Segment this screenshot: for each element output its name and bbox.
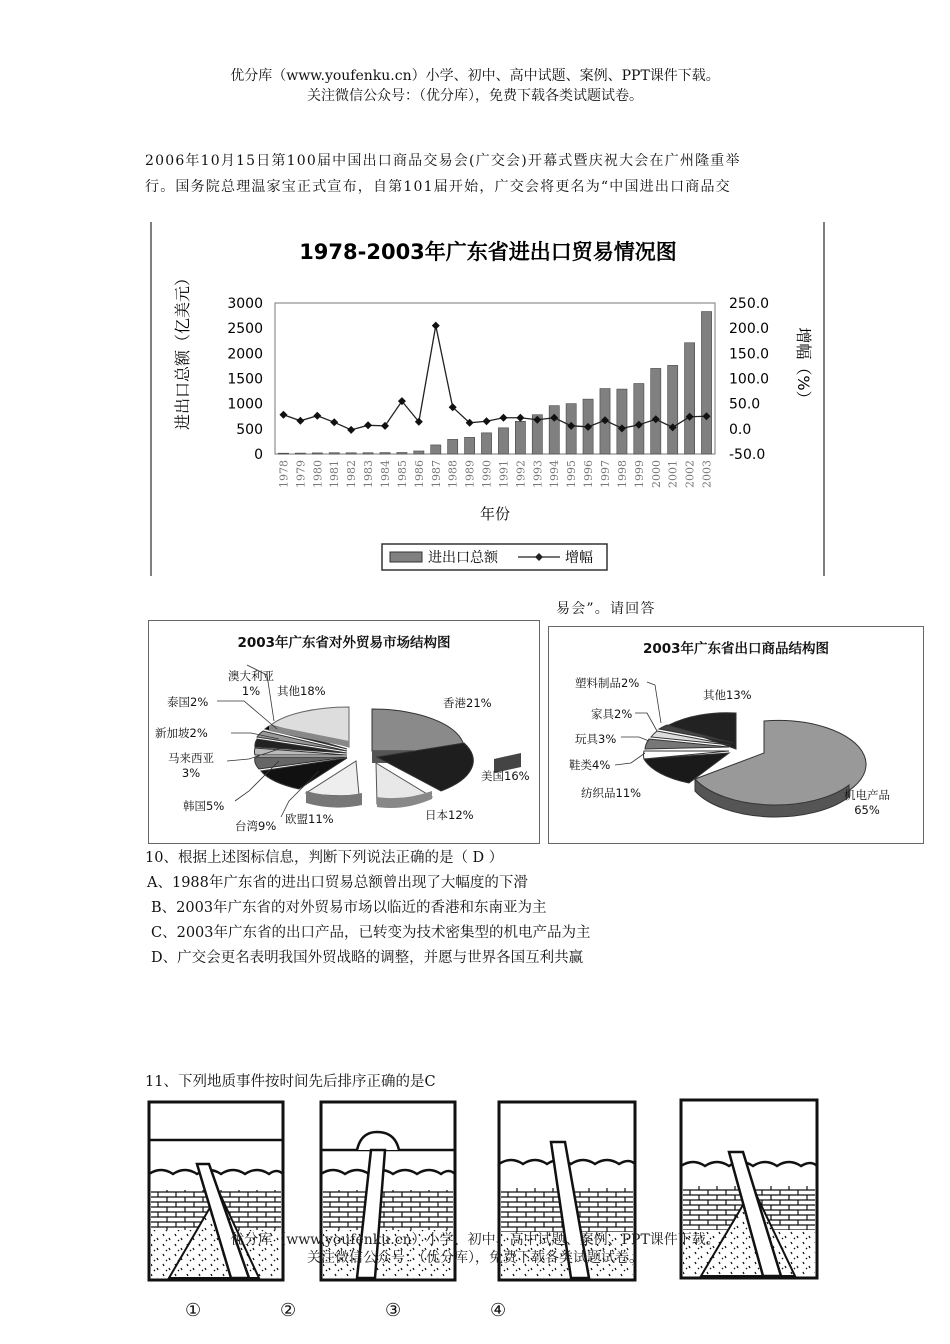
year-tick-label: 2003 [700,460,714,488]
bar [634,384,644,454]
bar [363,453,373,454]
growth-point [432,322,440,330]
right-tick-label: 250.0 [729,296,770,312]
left-tick-label: 2000 [227,346,263,363]
year-tick-label: 1994 [548,460,562,488]
q10-option-b: B、2003年广东省的对外贸易市场以临近的香港和东南亚为主 [151,900,547,916]
bar [668,365,678,454]
year-tick-label: 1986 [412,460,426,488]
year-tick-label: 1995 [565,460,579,488]
legend-line-label: 增幅 [565,550,593,566]
label-hongkong: 香港21% [443,696,492,710]
export-structure-chart [548,626,924,844]
right-tick-label: 100.0 [729,371,770,388]
growth-point [347,426,355,434]
left-tick-label: 500 [236,421,263,438]
year-tick-label: 2001 [666,460,680,488]
left-tick-label: 0 [254,447,263,463]
q10-option-a: A、1988年广东省的进出口贸易总额曾出现了大幅度的下滑 [147,875,528,891]
growth-point [483,417,491,425]
right-tick-label: -50.0 [729,447,766,463]
bar [329,453,339,454]
label-malaysia: 马来西亚3% [168,751,214,780]
bar [481,433,491,454]
q10-option-c: C、2003年广东省的出口产品，已转变为技术密集型的机电产品为主 [151,925,591,941]
header-line-1: 优分库（www.youfenku.cn）小学、初中、高中试题、案例、PPT课件下载。 [230,68,720,84]
year-tick-label: 1992 [514,460,528,488]
intro-line-1: 2006年10月15日第100届中国出口商品交易会(广交会)开幕式暨庆祝大会在广州隆重举 [145,153,741,169]
label-shoes: 鞋类4% [569,758,611,772]
trade-chart-title: 1978-2003年广东省进出口贸易情况图 [299,240,677,264]
label-singapore: 新加坡2% [155,726,208,740]
left-tick-label: 2500 [227,321,263,338]
year-tick-label: 1990 [480,460,494,488]
year-tick-label: 1999 [632,460,646,488]
bar [397,452,407,454]
growth-point [516,414,524,422]
growth-point [499,414,507,422]
market-pie [254,707,521,808]
year-tick-label: 1991 [497,460,511,488]
growth-point [279,411,287,419]
label-toys: 玩具3% [575,732,617,746]
label-export-other: 其他13% [703,688,752,702]
x-axis-label: 年份 [479,505,511,523]
bar [278,453,288,454]
bar [549,406,559,454]
right-tick-label: 150.0 [729,346,770,363]
growth-point [313,412,321,420]
left-axis-label: 进出口总额（亿美元） [173,269,192,431]
label-2: ② [280,1300,297,1321]
market-structure-chart [148,620,540,844]
label-plastics: 塑料制品2% [575,676,640,690]
bar [498,428,508,454]
bar [465,437,475,454]
export-pie [644,713,867,817]
year-tick-label: 1982 [345,460,359,488]
year-tick-label: 1989 [463,460,477,488]
label-japan: 日本12% [425,808,474,822]
label-3: ③ [385,1300,402,1321]
label-australia: 澳大利亚1% [228,669,274,698]
year-tick-label: 1978 [277,460,291,488]
label-eu: 欧盟11% [285,812,334,826]
bar [617,389,627,454]
bar [295,453,305,454]
label-4: ④ [490,1300,507,1321]
year-tick-label: 1988 [446,460,460,488]
bar [380,453,390,454]
bar [346,453,356,454]
year-tick-label: 1979 [294,460,308,488]
year-tick-label: 1998 [615,460,629,488]
bar [651,368,661,454]
export-chart-title: 2003年广东省出口商品结构图 [642,641,830,657]
growth-point [296,417,304,425]
year-tick-label: 1983 [362,460,376,488]
left-tick-label: 1500 [227,371,263,388]
bar [701,312,711,454]
year-tick-label: 1984 [379,460,392,488]
growth-point [381,422,389,430]
year-tick-label: 1981 [328,460,342,488]
left-tick-label: 3000 [227,296,263,312]
bar [685,343,695,454]
year-tick-label: 1987 [429,460,443,488]
growth-point [364,421,372,429]
right-tick-label: 50.0 [729,396,761,413]
growth-point [330,418,338,426]
label-1: ① [185,1300,202,1321]
footer-watermark-1: 优分库（www.youfenku.cn）小学、初中、高中试题、案例、PPT课件下载。 [230,1232,720,1248]
right-tick-label: 0.0 [729,421,752,438]
q10-stem: 10、根据上述图标信息，判断下列说法正确的是（ D ） [145,850,504,866]
footer-watermark-2: 关注微信公众号：（优分库），免费下载各类试题试卷。 [307,1250,643,1266]
header-line-2: 关注微信公众号：（优分库），免费下载各类试题试卷。 [307,88,643,104]
market-chart-title: 2003年广东省对外贸易市场结构图 [237,635,451,651]
legend-bar-swatch [390,552,422,562]
bar [431,445,441,454]
bar [515,421,525,454]
legend-bar-label: 进出口总额 [428,550,498,566]
bar [448,439,458,454]
left-tick-label: 1000 [227,396,263,413]
right-axis-label: 增幅（%） [794,327,813,407]
label-furniture: 家具2% [591,707,633,721]
label-usa: 美国16% [481,769,530,783]
label-electromechanical: 机电产品65% [844,788,890,817]
intro-line-3: 易会”。请回答 [556,601,656,617]
bar [312,453,322,454]
q11-stem: 11、下列地质事件按时间先后排序正确的是C [145,1074,436,1090]
year-tick-label: 2002 [683,460,697,488]
right-tick-label: 200.0 [729,321,770,338]
year-tick-label: 1993 [531,460,545,488]
year-tick-label: 1996 [582,460,596,488]
year-tick-label: 1985 [395,460,409,488]
trade-chart [150,222,826,576]
label-korea: 韩国5% [183,799,225,813]
year-tick-label: 1980 [311,460,325,488]
label-textiles: 纺织品11% [581,786,642,800]
plot-area [275,303,715,454]
q10-option-d: D、广交会更名表明我国外贸战略的调整，并愿与世界各国互利共赢 [151,950,584,966]
label-taiwan: 台湾9% [235,819,277,833]
bar [414,451,424,454]
label-thailand: 泰国2% [167,695,209,709]
year-tick-label: 2000 [649,460,663,488]
label-other: 其他18% [277,684,326,698]
year-tick-label: 1997 [599,460,612,488]
intro-line-2: 行。国务院总理温家宝正式宣布，自第101届开始，广交会将更名为“中国进出口商品交 [145,179,731,195]
